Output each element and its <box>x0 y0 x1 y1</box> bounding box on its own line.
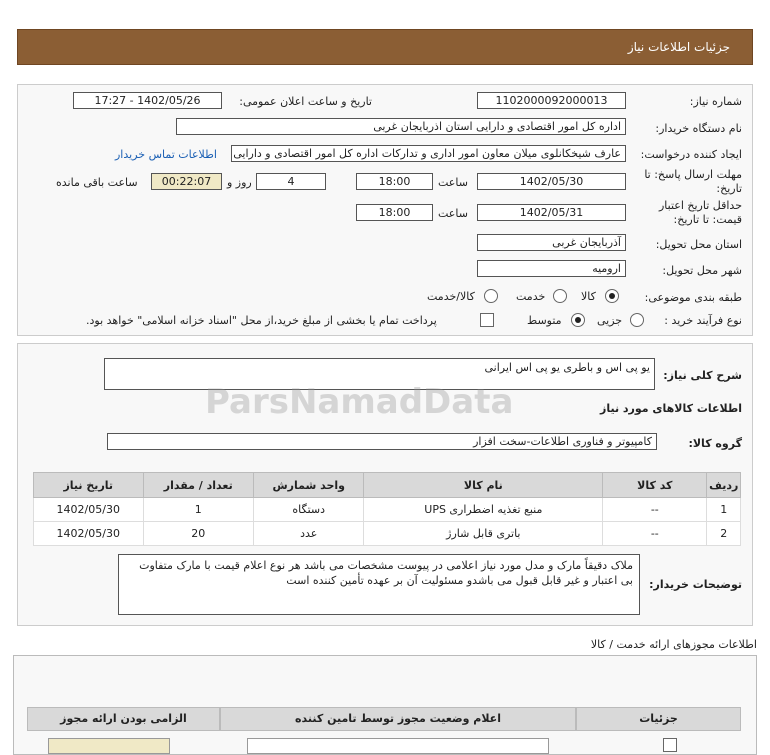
lic-col-details: جزئیات <box>576 707 741 731</box>
licenses-title: اطلاعات مجوزهای ارائه خدمت / کالا <box>590 638 757 651</box>
deadline-time-label: ساعت <box>438 176 468 189</box>
group-label: گروه کالا: <box>688 437 742 450</box>
cell-unit: عدد <box>254 522 364 546</box>
validity-time-field: 18:00 <box>356 204 433 221</box>
remaining-label: ساعت باقی مانده <box>56 176 138 189</box>
lic-col-status: اعلام وضعیت مجوز توسط تامین کننده <box>220 707 576 731</box>
category-service-radio[interactable] <box>553 289 567 303</box>
cell-row: 2 <box>707 522 741 546</box>
goods-table <box>33 472 741 546</box>
buyer-notes-field: ملاک دقیقاً مارک و مدل مورد نیاز اعلامی در پیوست مشخصات می باشد هر نوع اعلام قیمت با مارک متفاوت بی اعتبار و غیر قابل قبول می باشدو مسئولیت آن بر عهده تأمین کننده است <box>118 554 640 615</box>
treasury-note: پرداخت تمام یا بخشی از مبلغ خرید،از محل "اسناد خزانه اسلامی" خواهد بود. <box>86 314 437 327</box>
process-label: نوع فرآیند خرید : <box>664 314 742 327</box>
category-both-radio[interactable] <box>484 289 498 303</box>
need-number-field: 1102000092000013 <box>477 92 626 109</box>
city-field: ارومیه <box>477 260 626 277</box>
buyer-field: اداره کل امور اقتصادی و دارایی استان اذربایجان غربی <box>176 118 626 135</box>
category-both-label: کالا/خدمت <box>427 290 475 303</box>
group-field: کامپیوتر و فناوری اطلاعات-سخت افزار <box>107 433 657 450</box>
validity-label: حداقل تاریخ اعتبار قیمت: تا تاریخ: <box>658 199 742 226</box>
lic-col-required: الزامی بودن ارائه مجوز <box>27 707 220 731</box>
process-minor-label: جزیی <box>597 314 623 327</box>
days-label: روز و <box>227 176 252 189</box>
license-details-button[interactable] <box>48 738 170 754</box>
col-row: ردیف <box>707 473 741 498</box>
cell-unit: دستگاه <box>254 498 364 522</box>
days-field: 4 <box>256 173 326 190</box>
deadline-date-field: 1402/05/30 <box>477 173 626 190</box>
col-code: کد کالا <box>603 473 707 498</box>
cell-qty: 1 <box>143 498 253 522</box>
creator-label: ایجاد کننده درخواست: <box>640 148 742 161</box>
cell-date: 1402/05/30 <box>34 522 144 546</box>
announce-field: 1402/05/26 - 17:27 <box>73 92 222 109</box>
summary-label: شرح کلی نیاز: <box>663 369 742 382</box>
cell-row: 1 <box>707 498 741 522</box>
announce-label: تاریخ و ساعت اعلان عمومی: <box>239 95 372 108</box>
validity-date-field: 1402/05/31 <box>477 204 626 221</box>
category-service-label: خدمت <box>516 290 546 303</box>
buyer-label: نام دستگاه خریدار: <box>655 122 742 135</box>
category-label: طبقه بندی موضوعی: <box>644 291 742 304</box>
page-title: جزئیات اطلاعات نیاز <box>627 40 730 54</box>
treasury-checkbox[interactable] <box>480 313 494 327</box>
buyer-contact-link[interactable]: اطلاعات تماس خریدار <box>115 148 217 161</box>
process-minor-radio[interactable] <box>630 313 644 327</box>
cell-date: 1402/05/30 <box>34 498 144 522</box>
province-label: استان محل تحویل: <box>655 238 742 251</box>
cell-name: منبع تغذیه اضطراری UPS <box>364 498 603 522</box>
buyer-notes-label: توضیحات خریدار: <box>649 578 742 591</box>
table-row <box>34 522 741 546</box>
license-required-checkbox[interactable] <box>663 738 677 752</box>
watermark-text: ParsNamadData <box>205 382 514 422</box>
page-header <box>17 29 753 65</box>
col-date: تاریخ نیاز <box>34 473 144 498</box>
col-qty: تعداد / مقدار <box>143 473 253 498</box>
deadline-label: مهلت ارسال پاسخ: تا تاریخ: <box>644 168 742 195</box>
need-number-label: شماره نیاز: <box>689 95 742 108</box>
process-medium-label: متوسط <box>527 314 562 327</box>
table-row <box>34 498 741 522</box>
cell-qty: 20 <box>143 522 253 546</box>
cell-code: -- <box>603 498 707 522</box>
cell-name: باتری قابل شارژ <box>364 522 603 546</box>
license-status-field[interactable] <box>247 738 549 754</box>
validity-time-label: ساعت <box>438 207 468 220</box>
col-name: نام کالا <box>364 473 603 498</box>
cell-code: -- <box>603 522 707 546</box>
deadline-time-field: 18:00 <box>356 173 433 190</box>
province-field: آذربایجان غربی <box>477 234 626 251</box>
creator-field: عارف شیخکانلوی میلان معاون امور اداری و تداركات اداره کل امور اقتصادی و دارایی <box>231 145 626 162</box>
process-medium-radio[interactable] <box>571 313 585 327</box>
city-label: شهر محل تحویل: <box>662 264 742 277</box>
goods-info-title: اطلاعات کالاهای مورد نیاز <box>600 402 742 415</box>
category-goods-label: کالا <box>581 290 596 303</box>
col-unit: واحد شمارش <box>254 473 364 498</box>
remaining-time-field: 00:22:07 <box>151 173 222 190</box>
summary-field: یو پی اس و باطری یو پی اس ایرانی <box>104 358 655 390</box>
category-goods-radio[interactable] <box>605 289 619 303</box>
licenses-table-header <box>27 707 741 731</box>
